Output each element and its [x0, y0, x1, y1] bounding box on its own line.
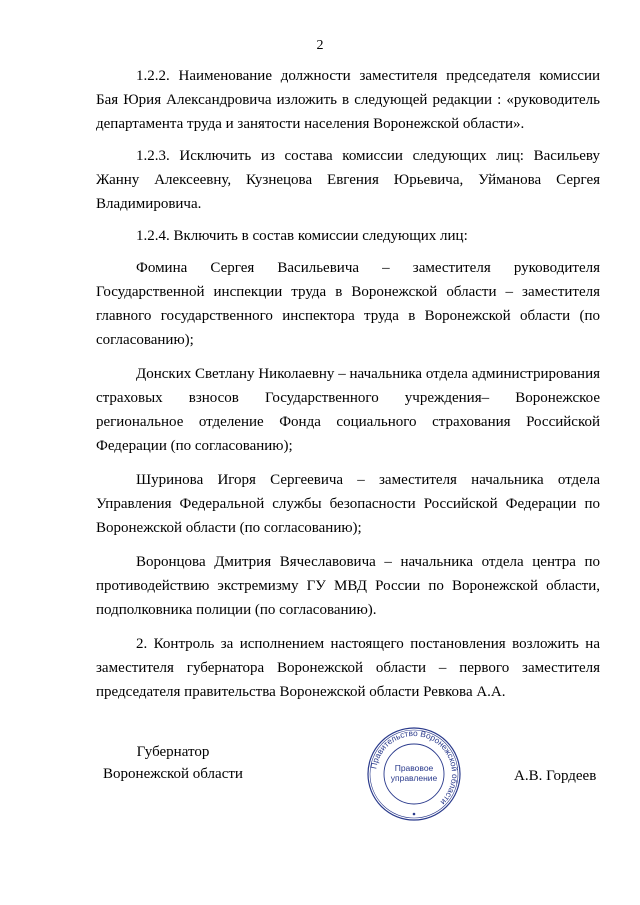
stamp-inner-line1: Правовое: [394, 763, 434, 773]
signatory-title-line2: Воронежской области: [103, 766, 243, 782]
signatory-title: [98, 741, 248, 785]
signatory-title-line1: Губернатор: [136, 744, 210, 760]
paragraph-1-2-2: 1.2.2. Наименование должности заместителя председателя комиссии Бая Юрия Александровича изложить в следующей редакции : «руководитель департамента труда и занятости населения Воронежской области».: [96, 68, 600, 132]
person-entry-fomin: Фомина Сергея Васильевича – заместителя руководителя Государственной инспекции труда в Воронежской области – заместителя главного государственного инспектора труда в Воронежской области (по согласованию);: [96, 260, 600, 348]
person-entry-shurinov: Шуринова Игоря Сергеевича – заместителя начальника отдела Управления Федеральной службы безопасности Российской Федерации по Воронежской области (по согласованию);: [96, 472, 600, 536]
signatory-name: А.В. Гордеев: [514, 768, 597, 784]
document-body: [96, 64, 600, 712]
paragraph-1-2-3: 1.2.3. Исключить из состава комиссии следующих лиц: Васильеву Жанну Алексеевну, Кузнецова Евгения Юрьевича, Уйманова Сергея Владимировича.: [96, 148, 600, 212]
paragraph-1-2-4: 1.2.4. Включить в состав комиссии следующих лиц:: [136, 228, 468, 244]
stamp-inner-line2: управление: [390, 773, 438, 783]
person-entry-vorontsov: Воронцова Дмитрия Вячеславовича – начальника отдела центра по противодействию экстремизму ГУ МВД России по Воронежской области, подполковника полиции (по согласованию).: [96, 554, 600, 618]
stamp-seal-graphic: [366, 726, 462, 822]
paragraph-2-control: 2. Контроль за исполнением настоящего постановления возложить на заместителя губернатора Воронежской области – первого заместителя председателя правительства Воронежской области Ревкова А.А.: [96, 636, 600, 700]
official-stamp: [366, 726, 462, 822]
stamp-outer-text: Правительство Воронежской области: [368, 727, 461, 808]
stamp-dot-icon: [413, 813, 416, 816]
page-number: 2: [316, 38, 324, 53]
person-entry-donskikh: Донских Светлану Николаевну – начальника отдела администрирования страховых взносов Государственного учреждения– Воронежское региональное отделение Фонда социального страхования Российской Федерации (по согласованию);: [96, 366, 600, 454]
